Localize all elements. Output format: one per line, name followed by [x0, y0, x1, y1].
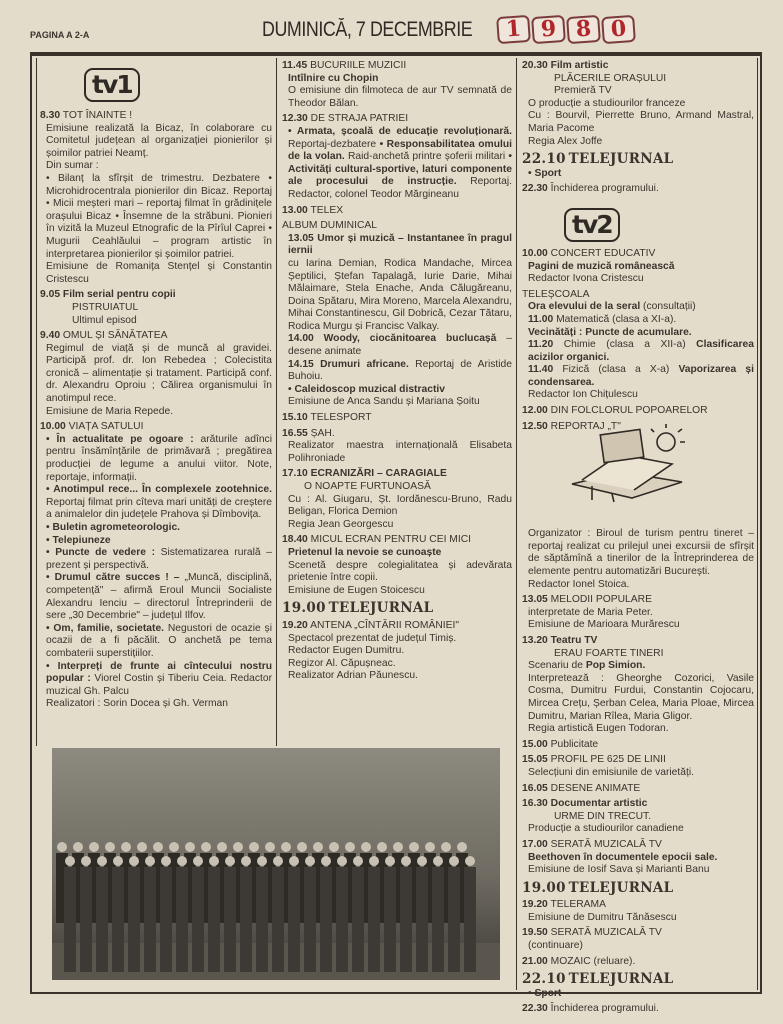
description-text: Emisiune de Marioara Murărescu: [528, 619, 680, 631]
description-text: Emisiune de Eugen Stoicescu: [288, 584, 425, 596]
program-description: [282, 560, 512, 585]
program-time: 12.50: [522, 420, 548, 432]
program-entry: [282, 620, 512, 683]
program-title: ECRANIZĂRI – CARAGIALE: [310, 468, 447, 480]
program-description: [522, 619, 754, 632]
choir-singer: [448, 856, 460, 972]
program-description: [282, 658, 512, 671]
program-title: TELEJURNAL: [568, 151, 674, 168]
program-time: 17.10: [282, 468, 308, 480]
description-text: Redactor Ivona Cristescu: [528, 273, 644, 285]
description-text: Scenariu de: [528, 660, 586, 672]
year-digit: 0: [601, 15, 636, 44]
program-time: 19.00: [282, 600, 326, 617]
program-description: [522, 273, 754, 286]
program-title: ȘAH.: [310, 427, 335, 439]
description-highlight: • Sport: [528, 167, 562, 179]
program-description: [522, 864, 754, 877]
tv1-evening-column: [522, 60, 754, 1019]
program-description: [40, 572, 272, 622]
program-description: [522, 528, 754, 578]
program-time: 11.45: [282, 60, 308, 71]
page-date: DUMINICĂ, 7 DECEMBRIE: [262, 18, 473, 41]
description-highlight: • Om, familie, societate.: [46, 622, 165, 634]
program-description: [282, 126, 512, 202]
program-description: [40, 535, 272, 548]
description-text: Matematică (clasa a XI-a).: [553, 313, 677, 325]
description-highlight: Pop Simion.: [585, 660, 646, 672]
description-text: Interpretează : Gheorghe Cozorici, Vasile Cosma, Dumitru Furdui, Constantin Cojocaru, Mircea Crețu, Șerban Celea, Maria Ploae, Mircea Dumitru, Marian Rîlea, Maria Gligor.: [528, 672, 754, 722]
program-description: [522, 168, 754, 181]
choir-singer: [352, 856, 364, 972]
choir-singer: [272, 856, 284, 972]
program-title: TELEJURNAL: [568, 971, 674, 988]
program-description: [522, 314, 754, 327]
description-highlight: • Drumul către succes ! –: [46, 572, 180, 584]
description-text: Regia Jean Georgescu: [288, 518, 394, 530]
choir-singer: [416, 856, 428, 972]
program-time: 15.00: [522, 738, 548, 750]
description-highlight: • Telepiuneze: [46, 534, 111, 546]
program-description: [522, 98, 754, 111]
program-description: [522, 673, 754, 723]
program-description: [522, 723, 754, 736]
program-entry: [522, 183, 754, 196]
program-title: DIN FOLCLORUL POPOARELOR: [550, 405, 708, 417]
program-description: [40, 261, 272, 286]
reportage-illustration: [562, 424, 702, 504]
description-text: Cu : Al. Giugaru, Șt. Iordănescu-Bruno, Radu Beligan, Florica Demion: [288, 493, 512, 518]
program-description: [522, 110, 754, 135]
description-highlight: Clasificarea acizilor organici.: [528, 339, 754, 363]
program-time: 16.05: [522, 782, 548, 794]
description-text: Regimul de viață și de muncă al gravidei. Participă prof. dr. Ion Rebedea ; Colecistita cronică – alimentație și tratament. Participă conf. dr. Alexandru Oproiu ; Călirea organismului în anotimpul rece.: [46, 342, 272, 405]
program-description: [282, 73, 512, 86]
program-description: [282, 333, 512, 358]
program-time: 13.00: [282, 204, 308, 216]
program-title: MICUL ECRAN PENTRU CEI MICI: [310, 534, 472, 546]
program-title: CONCERT EDUCATIV: [550, 247, 656, 259]
description-highlight: Vecinătăți : Puncte de acumulare.: [528, 326, 692, 338]
program-time: 16.55: [282, 427, 308, 439]
choir-singer: [256, 856, 268, 972]
program-time: 21.00: [522, 955, 548, 967]
description-highlight: • Armata, școală de educație revoluționară.: [288, 125, 512, 137]
description-text: Producție a studiourilor canadiene: [528, 823, 684, 835]
program-entry: [522, 635, 754, 736]
program-entry: [522, 839, 754, 877]
program-time: 18.40: [282, 534, 308, 546]
description-highlight: Vaporizarea și condensarea.: [528, 364, 754, 388]
program-description: [40, 484, 272, 522]
year-digit: 1: [496, 15, 531, 44]
program-title: Film serial pentru copii: [62, 289, 176, 301]
program-description: [282, 384, 512, 397]
program-description: [282, 440, 512, 465]
program-description: [40, 547, 272, 572]
program-description: [40, 661, 272, 699]
choir-singer: [400, 856, 412, 972]
program-title: Documentar artistic: [550, 798, 648, 810]
program-title: DE STRAJA PATRIEI: [310, 113, 409, 125]
tv1-column-2: [282, 60, 512, 686]
description-text: (consultații): [640, 301, 696, 313]
description-text: O emisiune din filmoteca de aur TV semnată de Theodor Bălan.: [288, 85, 512, 109]
description-highlight: • Puncte de vedere :: [46, 547, 156, 559]
program-entry: [522, 594, 754, 632]
description-highlight: • Responsabilitatea omului de la volan.: [288, 138, 512, 163]
program-description: [522, 988, 754, 1001]
choir-singer: [208, 856, 220, 972]
choir-singer: [96, 856, 108, 972]
program-entry: [40, 330, 272, 418]
program-description: [282, 233, 512, 258]
program-title: Teatru TV: [550, 635, 598, 646]
column-divider: [276, 58, 277, 746]
choir-singer: [304, 856, 316, 972]
column-divider: [757, 58, 758, 990]
program-time: 10.00: [522, 247, 548, 259]
column-divider: [516, 58, 517, 990]
program-description: [282, 359, 512, 384]
program-entry: [522, 739, 754, 752]
program-entry: [282, 468, 512, 531]
description-highlight: 11.20: [528, 339, 554, 351]
program-entry: [282, 60, 512, 110]
program-time: 15.05: [522, 754, 548, 766]
program-time: 12.00: [522, 405, 548, 417]
program-time: 12.30: [282, 113, 308, 125]
program-entry: [282, 412, 512, 425]
program-time: 22.30: [522, 1003, 548, 1015]
description-text: Reportaj-dezbatere: [288, 138, 380, 150]
program-description: [282, 547, 512, 560]
program-entry: [282, 428, 512, 466]
program-title: SERATĂ MUZICALĂ TV: [550, 838, 662, 850]
program-entry: [282, 205, 512, 218]
program-subtitle: Ultimul episod: [72, 314, 137, 326]
description-highlight: Pagini de muzică românească: [528, 260, 675, 272]
choir-singer: [80, 856, 92, 972]
program-title: TELESPORT: [310, 412, 372, 424]
description-text: Emisiune de Dumitru Tănăsescu: [528, 911, 677, 923]
description-text: Cu : Bourvil, Pierrette Bruno, Armand Mastral, Maria Pacome: [528, 110, 754, 134]
program-description: [282, 85, 512, 110]
program-time: 19.20: [282, 619, 308, 631]
program-time: 19.00: [522, 879, 566, 896]
description-text: Sistematizarea rurală – prezent și perspectivă.: [46, 547, 272, 571]
program-description: [282, 494, 512, 519]
column-divider: [36, 58, 37, 746]
program-time: 22.10: [522, 151, 566, 168]
description-text: – desene animate: [288, 333, 512, 358]
choir-singer: [192, 856, 204, 972]
program-time: 15.10: [282, 412, 308, 424]
program-time: 16.30: [522, 798, 548, 810]
year-badge: [497, 16, 635, 43]
tv1-evening-list: [522, 60, 754, 196]
description-text: „Muncă, disciplină, competență" – afirmă Eroul Muncii Socialiste Alexandru Ienciu – directorul Întreprinderii de sere „30 Decembrie" – județul Ilfov.: [46, 572, 272, 622]
program-title: Închiderea programului.: [550, 1003, 659, 1015]
tv2-logo: tv2: [564, 208, 620, 242]
program-time: 19.50: [522, 927, 548, 939]
description-text: Reportaj filmat prin cîteva mari unități de creștere a animalelor din județele Prahova și Dîmbovița.: [46, 496, 272, 521]
program-time: 9.05: [40, 289, 61, 301]
program-time: 8.30: [40, 110, 61, 121]
program-description: [522, 912, 754, 925]
description-text: Redactor Ion Chițulescu: [528, 389, 638, 401]
program-title: TELEX: [310, 204, 344, 216]
program-description: [40, 522, 272, 535]
description-text: Redactor Ionel Stoica.: [528, 578, 630, 590]
program-entry: [522, 798, 754, 836]
description-highlight: • Activități cultural-sportive, laturi componente ale procesului de instrucție.: [288, 151, 512, 188]
year-digit: 9: [531, 15, 566, 44]
program-entry: [40, 289, 272, 327]
description-text: interpretate de Maria Peter.: [528, 606, 653, 618]
description-text: Regizor Al. Căpușneac.: [288, 657, 396, 669]
description-highlight: 14.15 Drumuri africane.: [288, 358, 409, 370]
program-title: TOT ÎNAINTE !: [62, 110, 133, 121]
program-subtitle: O NOAPTE FURTUNOASĂ: [304, 481, 431, 492]
program-title: TELEJURNAL: [568, 879, 674, 896]
program-time: 13.20: [522, 635, 548, 646]
description-text: Chimie (clasa a XII-a): [553, 339, 697, 351]
choir-singer: [368, 856, 380, 972]
program-description: [282, 670, 512, 683]
program-entry: [522, 754, 754, 779]
program-title: SERATĂ MUZICALĂ TV: [550, 927, 662, 939]
description-text: Selecțiuni din emisiunile de varietăți.: [528, 766, 694, 778]
program-entry: [522, 248, 754, 286]
program-description: [40, 434, 272, 484]
description-text: Redactor Eugen Dumitru.: [288, 645, 405, 657]
program-entry: [522, 405, 754, 418]
program-entry: [282, 600, 512, 617]
page-number: PAGINA A 2-A: [30, 30, 90, 40]
program-entry: [282, 113, 512, 201]
program-description: [522, 579, 754, 592]
description-text: Emisiune de Romanița Stențel și Constantin Cristescu: [46, 261, 272, 285]
description-text: Raid-anchetă printre șoferii militari: [344, 151, 509, 163]
description-text: Viorel Costin și Tiberiu Ceia. Redactor muzical Gh. Palcu: [46, 673, 273, 697]
program-time: 22.10: [522, 971, 566, 988]
program-title: MOZAIC (reluare).: [550, 955, 636, 967]
program-time: 22.30: [522, 183, 548, 195]
program-entry: [40, 110, 272, 286]
description-highlight: Intîlnire cu Chopin: [288, 72, 379, 84]
program-entry: [522, 956, 754, 969]
program-description: [282, 396, 512, 409]
program-title: MELODII POPULARE: [550, 594, 652, 606]
program-description: [40, 173, 272, 261]
program-title: ANTENA „CÎNTĂRII ROMÂNIEI": [310, 619, 460, 631]
program-title: ALBUM DUMINICAL: [282, 220, 377, 232]
description-text: O producție a studiourilor franceze: [528, 97, 686, 109]
description-highlight: Ora elevului de la seral: [528, 301, 641, 313]
program-title: REPORTAJ „T": [550, 420, 621, 432]
tv1-logo: tv1: [84, 68, 140, 102]
program-description: [282, 258, 512, 334]
program-entry: [522, 971, 754, 1000]
program-time: 10.00: [40, 421, 66, 433]
program-title: DESENE ANIMATE: [550, 782, 641, 794]
program-time: 19.20: [522, 899, 548, 911]
program-description: [40, 123, 272, 161]
description-highlight: Prietenul la nevoie se cunoaște: [288, 546, 442, 558]
description-highlight: • Buletin agrometeorologic.: [46, 522, 181, 533]
description-text: Realizatori : Sorin Docea și Gh. Verman: [46, 698, 228, 710]
description-text: Realizator Adrian Păunescu.: [288, 670, 418, 682]
description-text: Emisiune de Maria Repede.: [46, 405, 174, 417]
program-description: [522, 301, 754, 314]
choir-singer: [144, 856, 156, 972]
program-title: PROFIL PE 625 DE LINII: [550, 754, 666, 766]
choir-singer: [432, 856, 444, 972]
description-highlight: Beethoven în documentele epocii sale.: [528, 851, 718, 863]
program-subtitle: Premieră TV: [554, 85, 612, 97]
program-description: [40, 698, 272, 711]
program-entry: [522, 1003, 754, 1016]
tv2-morning-list: [522, 248, 754, 433]
description-text: Reportaj de Aristide Buhoiu.: [288, 358, 512, 383]
program-description: [522, 136, 754, 149]
program-time: 20.30: [522, 60, 548, 71]
program-entry: [282, 220, 512, 409]
program-description: [282, 633, 512, 646]
program-description: [522, 607, 754, 620]
description-text: (continuare): [528, 940, 583, 952]
description-text: Emisiune de Anca Sandu și Mariana Șoitu: [288, 396, 480, 408]
program-description: [522, 767, 754, 780]
program-subtitle: URME DIN TRECUT.: [554, 810, 652, 822]
program-subtitle: PLĂCERILE ORAȘULUI: [554, 72, 667, 84]
program-title: TELERAMA: [550, 899, 606, 911]
description-highlight: • Interpreți de frunte ai cîntecului nostru popular :: [46, 660, 272, 685]
description-text: Reportaj. Redactor, colonel Teodor Mărgineanu: [288, 176, 512, 200]
choir-singer: [464, 856, 476, 972]
choir-singer: [240, 856, 252, 972]
program-description: [522, 364, 754, 389]
program-description: [282, 519, 512, 532]
choir-singer: [64, 856, 76, 972]
choir-photo: [52, 748, 500, 980]
choir-singer: [288, 856, 300, 972]
description-text: Organizator : Biroul de turism pentru tineret – reportaj realizat cu prilejul unei excursii de sfîrșit de săptămînă a tinerilor de la Întreprinderea de elemente pentru automatizări București.: [528, 528, 754, 578]
program-title: OMUL ȘI SĂNĂTATEA: [62, 330, 168, 342]
description-text: Fizică (clasa a X-a): [553, 364, 679, 376]
program-entry: [40, 421, 272, 711]
description-text: Din sumar :: [46, 160, 99, 172]
description-text: Regia artistică Eugen Todoran.: [528, 723, 669, 735]
program-subtitle: PISTRUIATUL: [72, 301, 139, 313]
description-text: • Bilanț la sfîrșit de trimestru. Dezbatere • Microhidrocentrala pionierilor din Bicaz. Reportaj • Micii meșteri mari – reportaj filmat în grădinițele orașului Bicaz • Însemne de la străbuni. Pionieri în vizită la Muzeul Etnografic de la Pîrîul Caprei • Mugurii Ceahlăului – program artistic în interpretarea pionierilor și șoimilor patriei.: [46, 172, 272, 260]
program-description: [522, 940, 754, 953]
choir-singer: [160, 856, 172, 972]
program-entry: [522, 60, 754, 148]
program-entry: [522, 289, 754, 402]
description-text: Negustori de ocazie și ocazii de a fi păcălit. O anchetă pe tema combaterii superstițiilor.: [46, 622, 272, 659]
choir-singer: [176, 856, 188, 972]
description-text: Scenetă despre colegialitatea și adevărata prietenie între copii.: [288, 559, 512, 584]
description-highlight: 11.00: [528, 313, 554, 325]
program-entry: [522, 927, 754, 952]
tv2-afternoon-list: [522, 528, 754, 1016]
program-description: [522, 389, 754, 402]
program-subtitle: ERAU FOARTE TINERI: [554, 647, 664, 659]
program-entry: [522, 880, 754, 897]
program-description: [522, 660, 754, 673]
program-description: [522, 327, 754, 340]
description-highlight: • Caleidoscop muzical distractiv: [288, 383, 445, 395]
choir-singer: [112, 856, 124, 972]
program-title: TELEJURNAL: [328, 600, 434, 617]
description-text: arăturile adînci pentru însămînțările de primăvară ; pregătirea producției de legume a anului viitor. Note, reportaje, informații.: [46, 433, 272, 483]
description-text: Realizator maestra internațională Elisabeta Polihroniade: [288, 440, 512, 464]
program-description: [522, 339, 754, 364]
program-title: BUCURIILE MUZICII: [310, 60, 407, 71]
choir-singer: [320, 856, 332, 972]
program-description: [522, 852, 754, 865]
description-highlight: • Anotimpul rece... În complexele zootehnice.: [46, 484, 272, 496]
program-description: [282, 585, 512, 598]
choir-singer: [384, 856, 396, 972]
program-entry: [522, 899, 754, 924]
program-description: [40, 343, 272, 406]
choir-singer: [336, 856, 348, 972]
description-text: Spectacol prezentat de județul Timiș.: [288, 632, 457, 644]
choir-photo-image: [52, 748, 500, 980]
program-entry: [522, 151, 754, 180]
program-description: [40, 406, 272, 419]
year-digit: 8: [566, 15, 601, 44]
description-text: Emisiune realizată la Bicaz, în colaborare cu Comitetul județean al organizației pionierilor și șoimilor patriei Neamț.: [46, 122, 272, 159]
program-time: 13.05: [522, 594, 548, 606]
program-title: Publicitate: [550, 738, 599, 750]
program-description: [40, 623, 272, 661]
program-title: Închiderea programului.: [550, 183, 659, 195]
program-title: Film artistic: [550, 60, 609, 71]
description-highlight: • În actualitate pe ogoare :: [46, 433, 194, 445]
description-highlight: 13.05 Umor și muzică – Instantanee în pragul iernii: [288, 232, 512, 257]
tv1-column-1: [40, 110, 272, 714]
program-title: TELEȘCOALA: [522, 288, 590, 300]
description-text: cu Iarina Demian, Rodica Mandache, Mircea Șeptilici, Ștefan Tapalagă, Iurie Darie, Mihai Mălaimare, Stela Enache, Anda Călugăreanu, Doina Spătaru, Mira Moreno, Marcela Alexandru, Mihai Constantinescu, Gil Dobrică, Cezar Tătaru, Rodica Murgu și Francisc Valkay.: [288, 257, 512, 332]
program-time: 9.40: [40, 330, 61, 342]
description-highlight: 14.00 Woody, ciocănitoarea buclucașă: [288, 333, 497, 345]
program-entry: [522, 783, 754, 796]
choir-singer: [224, 856, 236, 972]
description-highlight: 11.40: [528, 364, 554, 376]
program-entry: [522, 528, 754, 591]
program-description: [522, 261, 754, 274]
program-title: VIAȚA SATULUI: [68, 421, 144, 433]
description-text: Emisiune de Iosif Sava și Marianti Banu: [528, 864, 710, 876]
description-highlight: • Sport: [528, 987, 562, 999]
choir-singer: [128, 856, 140, 972]
program-time: 17.00: [522, 838, 548, 850]
program-entry: [282, 534, 512, 597]
description-text: Regia Alex Joffe: [528, 135, 603, 147]
program-description: [40, 160, 272, 173]
program-description: [522, 823, 754, 836]
program-description: [282, 645, 512, 658]
